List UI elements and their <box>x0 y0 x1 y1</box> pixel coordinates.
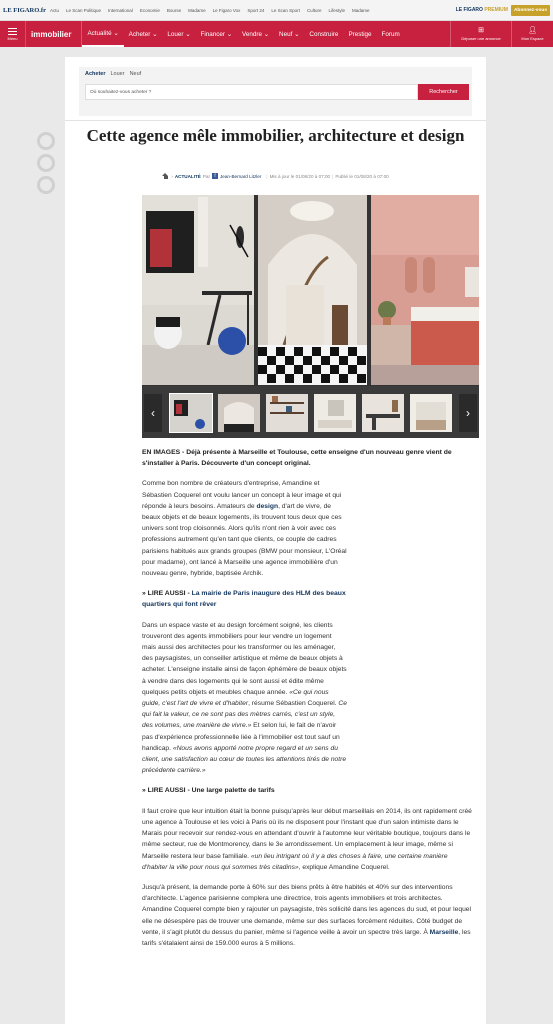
top-link[interactable]: Culture <box>306 7 322 13</box>
top-link[interactable]: Bourse <box>166 7 182 13</box>
article-body <box>142 447 474 958</box>
chevron-down-icon: ⌄ <box>185 30 191 38</box>
section-heading: » LIRE AUSSI - Une large palette de tarifs <box>142 787 275 795</box>
chevron-down-icon: ⌄ <box>152 30 158 38</box>
search-input[interactable]: Où souhaitez-vous acheter ? <box>85 84 418 100</box>
search-tabs <box>85 71 146 77</box>
gallery-image-bathroom[interactable] <box>371 195 479 385</box>
nav-label: Financer <box>200 30 226 38</box>
read-also-label: » LIRE AUSSI <box>142 787 186 795</box>
post-ad-button[interactable] <box>450 21 511 47</box>
gallery-thumbnail[interactable] <box>266 394 308 432</box>
nav-item-neuf[interactable] <box>274 21 304 47</box>
nav-item-forum[interactable] <box>377 21 405 47</box>
gallery-next-button[interactable] <box>459 394 477 432</box>
nav-items <box>82 21 404 47</box>
premium-brand: LE FIGARO <box>455 7 483 13</box>
nav-label: Neuf <box>279 30 293 38</box>
byline <box>65 173 486 179</box>
top-link[interactable]: Lifestyle <box>328 7 345 13</box>
nav-label: Construire <box>309 30 339 38</box>
paragraph <box>142 620 347 777</box>
paragraph-text: Et selon lui, le fait de n'avoir pas d'expérience professionnelle liée à l'immobilier est tout sauf un handicap. <box>142 722 340 752</box>
home-icon[interactable] <box>162 173 169 179</box>
chevron-down-icon: ⌄ <box>226 30 233 38</box>
separator: | <box>266 173 268 179</box>
top-link[interactable]: Madame <box>351 7 370 13</box>
nav-item-prestige[interactable] <box>343 21 376 47</box>
tab-louer[interactable]: Louer <box>110 71 125 77</box>
chevron-down-icon: ⌄ <box>263 30 270 38</box>
top-link[interactable]: Actu <box>49 7 59 13</box>
article-title: Cette agence mêle immobilier, architecture et design <box>86 126 465 145</box>
quote: Ce qui fait la valeur, ce ne sont pas des mètres carrés, c'est un style, des volumes, une manière de vivre.» <box>142 700 347 730</box>
top-links <box>50 8 456 13</box>
nav-label: Actualité <box>87 29 112 37</box>
by-label: Par <box>202 173 210 179</box>
nav-label: Louer <box>167 30 184 38</box>
top-bar <box>0 0 553 21</box>
paragraph-text: Jusqu'à présent, la demande porte à 60% sur des biens prêts à être habités et 40% sur des interventions d'architecte. L'agence parisienne complera une directrice, trois agents immobiliers et trois architectes. Amandine Coquerel compte bien y rajouter un paysagiste, très sollicité dans les agences du sud, et pour lequel elle ne désespère pas de trouver une demande, même sur des surfaces forcément réduites. Côté budget de vente, il s'agit plutôt du dessus du panier, même si l'agence veille à avoir un spectre très large. À <box>142 883 471 936</box>
search-button[interactable]: Rechercher <box>418 84 469 100</box>
gallery-thumbnail[interactable] <box>170 394 212 432</box>
breadcrumb-separator-icon: › <box>171 173 173 179</box>
nav-item-financer[interactable] <box>196 21 238 47</box>
top-link[interactable]: Le Figaro Vox <box>212 7 241 13</box>
account-button[interactable] <box>511 21 553 47</box>
menu-label: Menu <box>7 35 18 41</box>
article-lead: EN IMAGES - Déjà présente à Marseille et Toulouse, cette enseigne d'un nouveau genre vient de s'installer à Paris. Découverte d'un concept original. <box>142 449 452 468</box>
category-link[interactable]: ACTUALITÉ <box>174 173 201 179</box>
subscribe-button[interactable]: Abonnez-vous <box>511 5 550 16</box>
chevron-right-icon: › <box>466 406 470 420</box>
page-content <box>65 57 486 1024</box>
read-also-label: » LIRE AUSSI <box>142 590 186 598</box>
main-nav <box>0 21 553 47</box>
gallery-thumbnail[interactable] <box>410 394 452 432</box>
gallery-image-staircase[interactable] <box>258 195 367 385</box>
premium-tag: PREMIUM <box>484 7 508 13</box>
gallery-thumbnail[interactable] <box>314 394 356 432</box>
facebook-icon[interactable]: f <box>212 173 218 179</box>
chevron-down-icon: ⌄ <box>113 29 119 37</box>
paragraph <box>142 806 474 873</box>
user-icon: 👤︎ <box>528 27 537 34</box>
hamburger-icon <box>8 28 17 35</box>
paragraph-text: , explique Amandine Coquerel. <box>298 863 390 871</box>
tab-neuf[interactable]: Neuf <box>129 71 142 77</box>
gallery-image-living-room[interactable] <box>142 195 254 385</box>
read-also-title[interactable]: La mairie de Paris inaugure des HLM des beaux quartiers qui font rêver <box>142 590 346 609</box>
top-link[interactable]: Economie <box>139 7 160 13</box>
account-label: Mon Espace <box>521 36 544 41</box>
nav-label: Acheter <box>128 30 151 38</box>
read-also-link[interactable]: » LIRE AUSSI - La mairie de Paris inaugure des HLM des beaux quartiers qui font rêver <box>142 590 346 609</box>
gallery-thumbnail[interactable] <box>218 394 260 432</box>
tab-acheter[interactable]: Acheter <box>85 71 106 77</box>
quote: «Ce qui nous guide, c'est l'art de vivre et d'habiter <box>142 688 329 708</box>
chevron-left-icon: ‹ <box>151 406 155 420</box>
published-date: Publié le 01/08/20 à 07:00 <box>335 173 389 179</box>
paragraph-text: , les tarifs s'étalaient ainsi de 159.000 euros à 5 millions. <box>142 928 471 947</box>
lead-text: Déjà présente à Marseille et Toulouse, cette enseigne d'un nouveau genre vient de s'installer à Paris. Découverte d'un concept original. <box>142 449 452 468</box>
nav-right <box>450 21 553 47</box>
post-ad-label: Déposer une annonce <box>461 36 501 41</box>
nav-item-vendre[interactable] <box>237 21 274 47</box>
section-title: Une large palette de tarifs <box>191 787 275 795</box>
author-link[interactable]: Jean-Bernard Litzler <box>220 173 262 179</box>
quote: «un lieu intrigant où il y a des choses à faire, une certaine manière d'habiter la ville pour nous qui sommes très citadins» <box>142 852 448 871</box>
nav-item-construire[interactable] <box>304 21 343 47</box>
figaro-logo[interactable]: LE FIGARO.fr <box>3 6 46 14</box>
updated-date: Mis à jour le 01/08/20 à 07:00 <box>269 173 331 179</box>
keyword-link[interactable]: design <box>256 502 279 510</box>
nav-item-louer[interactable] <box>162 21 195 47</box>
nav-label: Forum <box>381 30 400 38</box>
paragraph <box>142 882 474 949</box>
search-box <box>79 67 472 116</box>
menu-button[interactable] <box>0 21 26 47</box>
gallery-thumbnail[interactable] <box>362 394 404 432</box>
lead-label: EN IMAGES <box>142 449 181 456</box>
nav-label: Prestige <box>348 30 372 38</box>
divider <box>65 120 486 121</box>
nav-item-acheter[interactable] <box>124 21 163 47</box>
nav-label: Vendre <box>242 30 263 38</box>
plus-box-icon: ⊞ <box>478 27 484 34</box>
top-link[interactable]: Le Scan Sport <box>271 7 300 13</box>
site-logo[interactable]: immobilier <box>26 21 82 47</box>
top-link[interactable]: International <box>108 7 133 13</box>
top-link[interactable]: Madame <box>188 7 206 13</box>
gallery-prev-button[interactable] <box>144 394 162 432</box>
nav-item-actualite[interactable] <box>82 21 123 47</box>
paragraph-text: Comme bon nombre de créateurs d'entreprise, Amandine et Sébastien Coquerel ont voulu lancer un concept à leur image et qui réponde à leurs besoins. Amateurs de <box>142 480 342 510</box>
paragraph-text: , d'art de vivre, de beaux objets et de beaux logements, ils trouvent tous deux que ces univers sont trop cloisonnés. Alors qu'ils n'ont rien à voir avec ces professions autrement qu'en tant que clients, ce couple de cadres parisiens habitués aux grands groupes (BMW pour monsieur, L'Oréal pour madame), ont lancé à Marseille une agence immobilière d'un nouveau genre, hybride, baptisée Archik. <box>142 502 347 578</box>
paragraph-text: , résume Sébastien Coquerel. <box>248 700 339 708</box>
photo-gallery[interactable] <box>142 195 479 438</box>
separator: | <box>332 173 334 179</box>
quote: «Nous avons apporté notre propre regard et un sens du client, une satisfaction au cœur de toutes les attentions tirés de notre précédente carrière.» <box>142 744 347 775</box>
paragraph-text: Il faut croire que leur intuition était la bonne puisqu'après leur début marseillais en 2014, ils ont rapidement créé une agence à Toulouse et les voici à Paris où ils ne disposent pour l'instant que d'un salon intimiste dans le Marais pour recevoir sur rendez-vous en attendant d'ouvrir à l'automne leur véritable boutique, toujours dans le même secteur, rue de Montmorency, dans le 3e arrondissement. Un emplacement à leur image, même si Marseille restera leur base familiale. <box>142 807 472 860</box>
chevron-down-icon: ⌄ <box>294 30 300 38</box>
top-link[interactable]: Sport 24 <box>247 7 265 13</box>
decorative-rings <box>30 128 62 208</box>
keyword-link[interactable]: Marseille <box>429 928 459 936</box>
paragraph <box>142 478 347 579</box>
premium-logo[interactable] <box>456 7 508 13</box>
paragraph-text: Dans un espace vaste et au design forcément soigné, les clients trouveront des agents immobiliers pour leur vendre un logement mais aussi des architectes pour les transformer ou les aménager, des paysagistes, un conseiller artistique et même de beaux objets à acheter. L'enseigne installe ainsi de façon éphémère de beaux objets à vendre dans des logements qui le sont aussi et édite même quelques petits objets et meubles chaque année. <box>142 621 347 696</box>
top-link[interactable]: Le Scan Politique <box>66 7 102 13</box>
